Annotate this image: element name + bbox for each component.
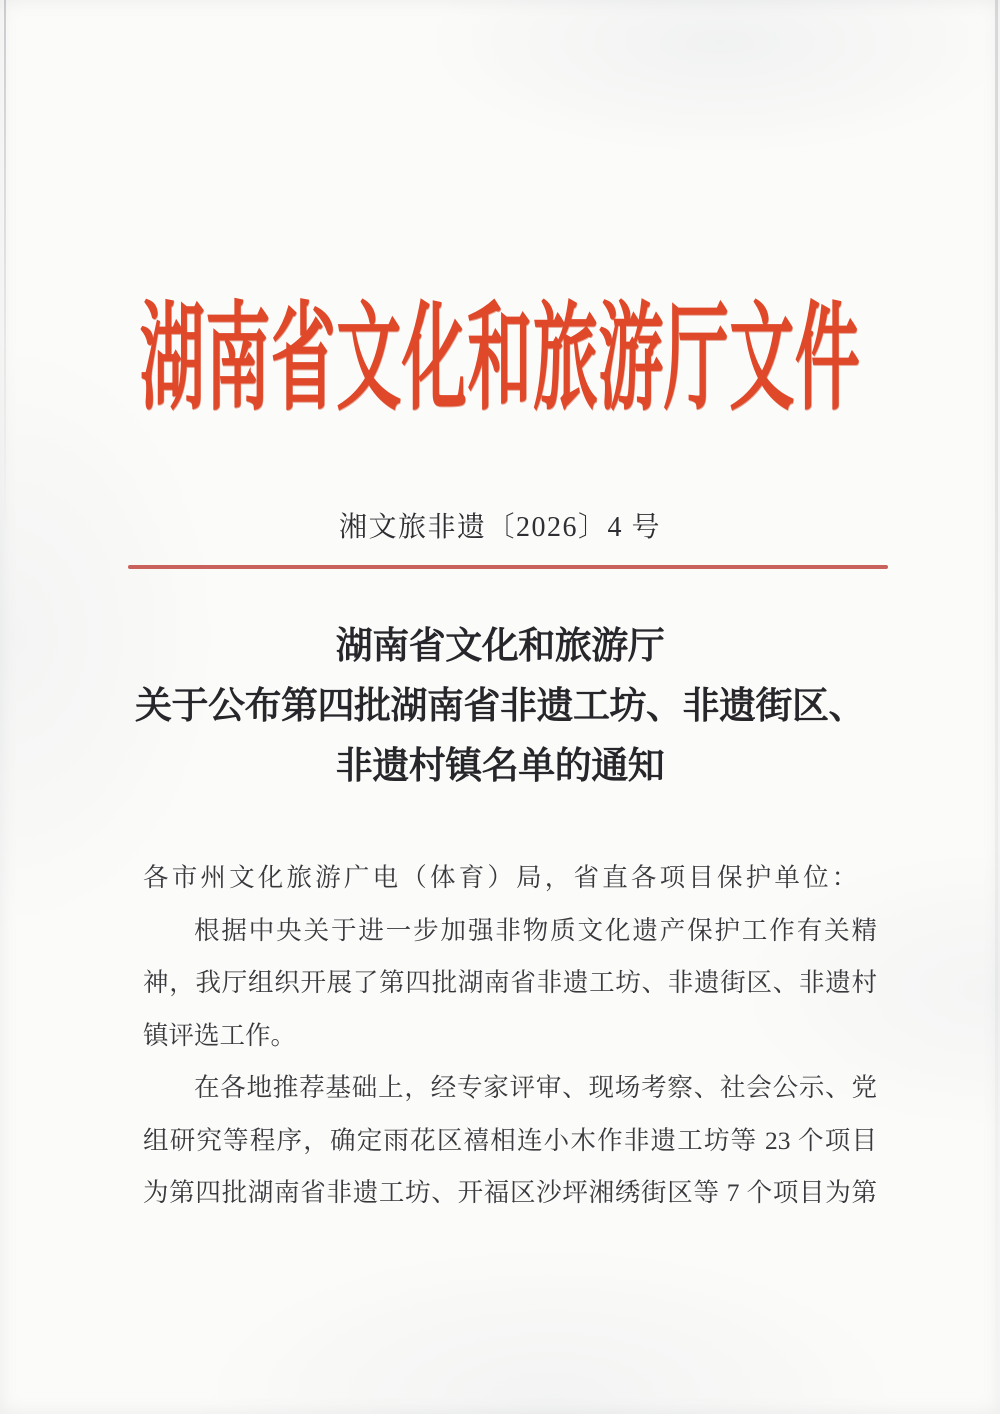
red-divider-line [128,565,888,569]
body-line: 镇评选工作。 [143,1020,297,1050]
notice-title-line-1: 湖南省文化和旅游厅 [335,626,665,667]
red-header-banner [0,295,1000,426]
notice-title [0,617,1000,797]
notice-title-line-2: 关于公布第四批湖南省非遗工坊、非遗街区、 [135,686,865,727]
body-line: 为第四批湖南省非遗工坊、开福区沙坪湘绣街区等 7 个项目为第 [143,1178,877,1207]
notice-body [143,852,877,1220]
body-line: 神，我厅组织开展了第四批湖南省非遗工坊、非遗街区、非遗村 [143,968,877,997]
salutation-line: 各市州文化旅游广电（体育）局，省直各项目保护单位： [143,863,861,892]
scan-edge-artifact-left [4,0,6,540]
document-number: 湘文旅非遗〔2026〕4 号 [338,512,661,543]
body-line: 根据中央关于进一步加强非物质文化遗产保护工作有关精 [194,915,877,945]
body-line: 在各地推荐基础上，经专家评审、现场考察、社会公示、党 [194,1073,877,1102]
body-line: 组研究等程序，确定雨花区禧相连小木作非遗工坊等 23 个项目 [143,1125,877,1155]
notice-title-line-3: 非遗村镇名单的通知 [335,746,665,787]
red-header-title: 湖南省文化和旅游厅文件 [139,295,861,426]
